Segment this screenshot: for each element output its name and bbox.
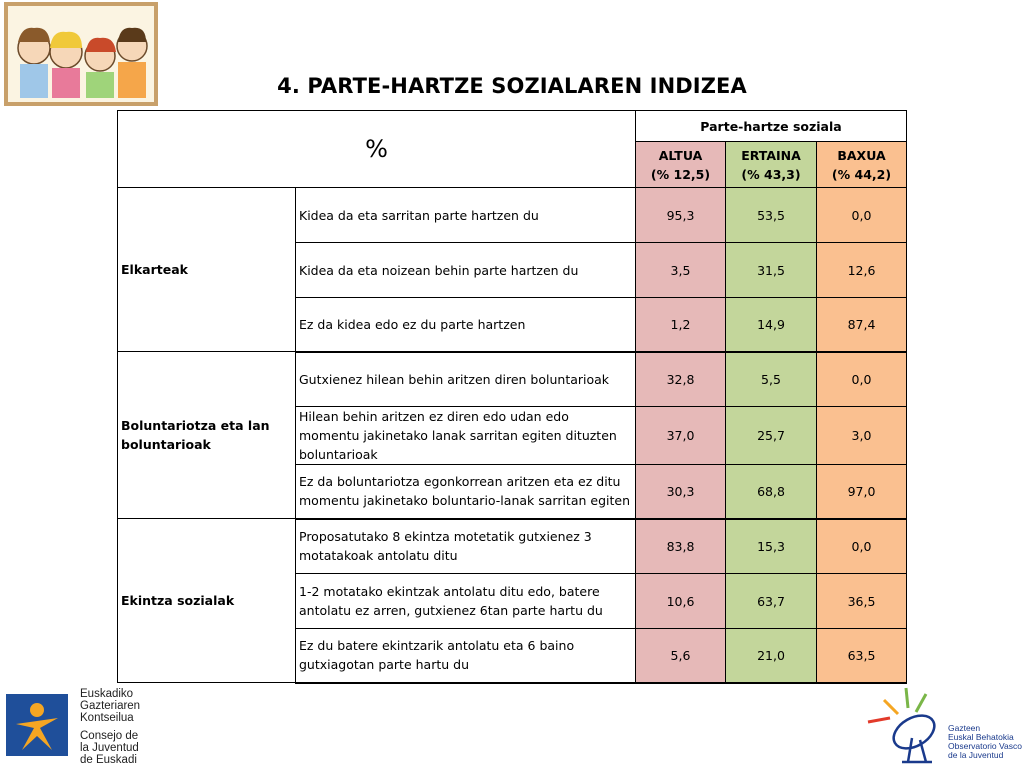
social-participation-table bbox=[117, 110, 907, 684]
value-cell: 31,5 bbox=[726, 243, 817, 298]
table-row bbox=[118, 519, 907, 574]
value-cell: 97,0 bbox=[817, 465, 907, 519]
row-label: Ez da kidea edo ez du parte hartzen bbox=[296, 298, 636, 352]
observatorio-logo bbox=[862, 682, 1022, 768]
table-row bbox=[118, 352, 907, 407]
row-label: Ez da boluntariotza egonkorrean aritzen eta ez ditu momentu jakinetako boluntario-lanak sarritan egiten bbox=[296, 465, 636, 519]
value-cell: 14,9 bbox=[726, 298, 817, 352]
observatorio-logo-text: Gazteen Euskal Behatokia Observatorio Vasco de la Juventud bbox=[948, 723, 1023, 760]
value-cell: 5,6 bbox=[636, 629, 726, 683]
value-cell: 5,5 bbox=[726, 352, 817, 407]
value-cell: 12,6 bbox=[817, 243, 907, 298]
value-cell: 21,0 bbox=[726, 629, 817, 683]
row-label: Ez du batere ekintzarik antolatu eta 6 baino gutxiagotan parte hartu du bbox=[296, 629, 636, 683]
row-label: Proposatutako 8 ekintza motetatik gutxienez 3 motatakoak antolatu ditu bbox=[296, 519, 636, 574]
egk-emblem-icon bbox=[6, 694, 68, 756]
table-row bbox=[118, 188, 907, 243]
group-label: Elkarteak bbox=[118, 188, 296, 352]
value-cell: 36,5 bbox=[817, 574, 907, 629]
value-cell: 3,0 bbox=[817, 407, 907, 465]
table-corner-label: % bbox=[118, 111, 636, 188]
value-cell: 68,8 bbox=[726, 465, 817, 519]
value-cell: 37,0 bbox=[636, 407, 726, 465]
value-cell: 53,5 bbox=[726, 188, 817, 243]
row-label: Gutxienez hilean behin aritzen diren boluntarioak bbox=[296, 352, 636, 407]
value-cell: 63,5 bbox=[817, 629, 907, 683]
value-cell: 87,4 bbox=[817, 298, 907, 352]
column-header-ertaina: ERTAINA (% 43,3) bbox=[726, 142, 817, 188]
value-cell: 63,7 bbox=[726, 574, 817, 629]
row-label: Hilean behin aritzen ez diren edo udan edo momentu jakinetako lanak sarritan egiten dituzten boluntarioak bbox=[296, 407, 636, 465]
row-label: Kidea da eta noizean behin parte hartzen du bbox=[296, 243, 636, 298]
column-header-altua: ALTUA (% 12,5) bbox=[636, 142, 726, 188]
value-cell: 95,3 bbox=[636, 188, 726, 243]
row-label: 1-2 motatako ekintzak antolatu ditu edo, batere antolatu ez arren, gutxienez 6tan parte hartu du bbox=[296, 574, 636, 629]
value-cell: 25,7 bbox=[726, 407, 817, 465]
value-cell: 3,5 bbox=[636, 243, 726, 298]
egk-logo bbox=[6, 688, 186, 768]
value-cell: 0,0 bbox=[817, 188, 907, 243]
value-cell: 1,2 bbox=[636, 298, 726, 352]
group-header: Parte-hartze soziala bbox=[636, 111, 907, 142]
egk-logo-text: Euskadiko Gazteriaren Kontseilua Consejo de la Juventud de Euskadi bbox=[80, 688, 141, 766]
value-cell: 0,0 bbox=[817, 352, 907, 407]
value-cell: 15,3 bbox=[726, 519, 817, 574]
satellite-dish-icon bbox=[862, 682, 948, 768]
value-cell: 30,3 bbox=[636, 465, 726, 519]
value-cell: 83,8 bbox=[636, 519, 726, 574]
value-cell: 0,0 bbox=[817, 519, 907, 574]
column-header-baxua: BAXUA (% 44,2) bbox=[817, 142, 907, 188]
value-cell: 10,6 bbox=[636, 574, 726, 629]
group-label: Boluntariotza eta lan boluntarioak bbox=[118, 352, 296, 519]
value-cell: 32,8 bbox=[636, 352, 726, 407]
page-title: 4. PARTE-HARTZE SOZIALAREN INDIZEA bbox=[277, 74, 747, 98]
row-label: Kidea da eta sarritan parte hartzen du bbox=[296, 188, 636, 243]
group-label: Ekintza sozialak bbox=[118, 519, 296, 683]
